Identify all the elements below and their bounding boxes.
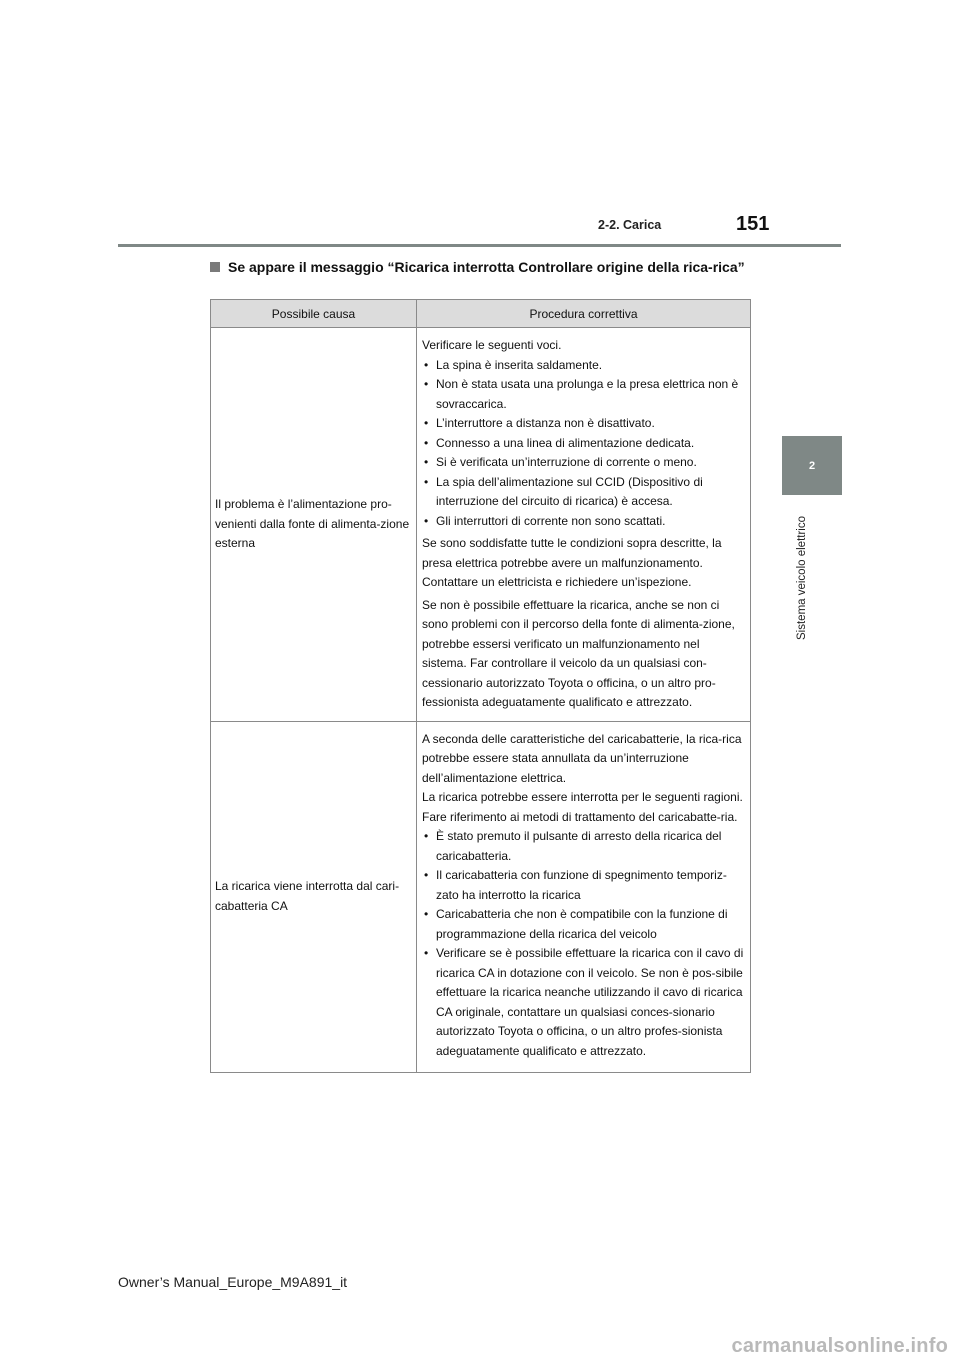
chapter-label-text: Sistema veicolo elettrico bbox=[796, 515, 808, 640]
list-item: • La spia dell’alimentazione sul CCID (Dispositivo di interruzione del circuito di ricarica) è accesa. bbox=[422, 473, 746, 512]
list-item: • Caricabatteria che non è compatibile con la funzione di programmazione della ricarica del veicolo bbox=[422, 905, 746, 944]
cause-cell: Il problema è l’alimentazione pro-venienti dalla fonte di alimenta-zione esterna bbox=[211, 328, 417, 722]
list-item: • È stato premuto il pulsante di arresto della ricarica del caricabatteria. bbox=[422, 827, 746, 866]
list-item: • L’interruttore a distanza non è disattivato. bbox=[422, 414, 746, 434]
reason-list bbox=[422, 827, 746, 1061]
column-header-procedure: Procedura correttiva bbox=[417, 300, 751, 328]
cause-cell: La ricarica viene interrotta dal cari-cabatteria CA bbox=[211, 721, 417, 1073]
list-item: • Il caricabatteria con funzione di spegnimento temporiz-zato ha interrotto la ricarica bbox=[422, 866, 746, 905]
troubleshooting-table bbox=[210, 299, 751, 1073]
list-item: • Non è stata usata una prolunga e la presa elettrica non è sovraccarica. bbox=[422, 375, 746, 414]
section-title: 2-2. Carica bbox=[598, 218, 662, 232]
section-heading bbox=[210, 256, 755, 278]
list-item: • Si è verificata un’interruzione di corrente o meno. bbox=[422, 453, 746, 473]
list-item: • Gli interruttori di corrente non sono scattati. bbox=[422, 512, 746, 532]
square-bullet-icon bbox=[210, 262, 220, 272]
procedure-line: La ricarica potrebbe essere interrotta per le seguenti ragioni. bbox=[422, 790, 743, 804]
procedure-cell bbox=[417, 328, 751, 722]
chapter-tab bbox=[782, 436, 842, 495]
header-divider bbox=[118, 244, 841, 247]
chapter-number: 2 bbox=[808, 459, 816, 472]
page-number: 151 bbox=[736, 213, 770, 235]
column-header-cause: Possibile causa bbox=[211, 300, 417, 328]
chapter-label bbox=[794, 500, 810, 655]
procedure-line: A seconda delle caratteristiche del caricabatterie, la rica-rica potrebbe essere stata annullata da un’interruzione dell’alimentazione elettrica. bbox=[422, 731, 742, 785]
list-item: • Connesso a una linea di alimentazione dedicata. bbox=[422, 434, 746, 454]
procedure-cell bbox=[417, 721, 751, 1073]
watermark: carmanualsonline.info bbox=[731, 1335, 948, 1357]
procedure-line: Fare riferimento ai metodi di trattamento del caricabatte-ria. bbox=[422, 809, 738, 824]
procedure-intro: Verificare le seguenti voci. bbox=[422, 338, 562, 352]
footer-manual-id: Owner’s Manual_Europe_M9A891_it bbox=[118, 1274, 348, 1290]
section-heading-text: Se appare il messaggio “Ricarica interrotta Controllare origine della rica-rica” bbox=[228, 259, 745, 275]
list-item: • La spina è inserita saldamente. bbox=[422, 356, 746, 376]
table-header-row bbox=[211, 300, 751, 328]
table-row bbox=[211, 721, 751, 1073]
table-row bbox=[211, 328, 751, 722]
check-list bbox=[422, 356, 746, 532]
procedure-paragraph: Se non è possibile effettuare la ricarica, anche se non ci sono problemi con il percorso della fonte di alimenta-zione, potrebbe essersi verificato un malfunzionamento nel sistema. Far controllare il veicolo da un qualsiasi con-cessionario autorizzato Toyota o officina, o un altro pro-fessionista adeguatamente qualificato e attrezzato. bbox=[422, 597, 735, 709]
list-item: • Verificare se è possibile effettuare la ricarica con il cavo di ricarica CA in dotazione con il veicolo. Se non è pos-sibile effettuare la ricarica neanche utilizzando il cavo di ricarica CA originale, contattare un qualsiasi conces-sionario autorizzato Toyota o officina, o un altro profes-sionista adeguatamente qualificato e attrezzato. bbox=[422, 944, 746, 1061]
procedure-paragraph: Se sono soddisfatte tutte le condizioni sopra descritte, la presa elettrica potrebbe avere un malfunzionamento. Contattare un elettricista e richiedere un’ispezione. bbox=[422, 536, 722, 589]
